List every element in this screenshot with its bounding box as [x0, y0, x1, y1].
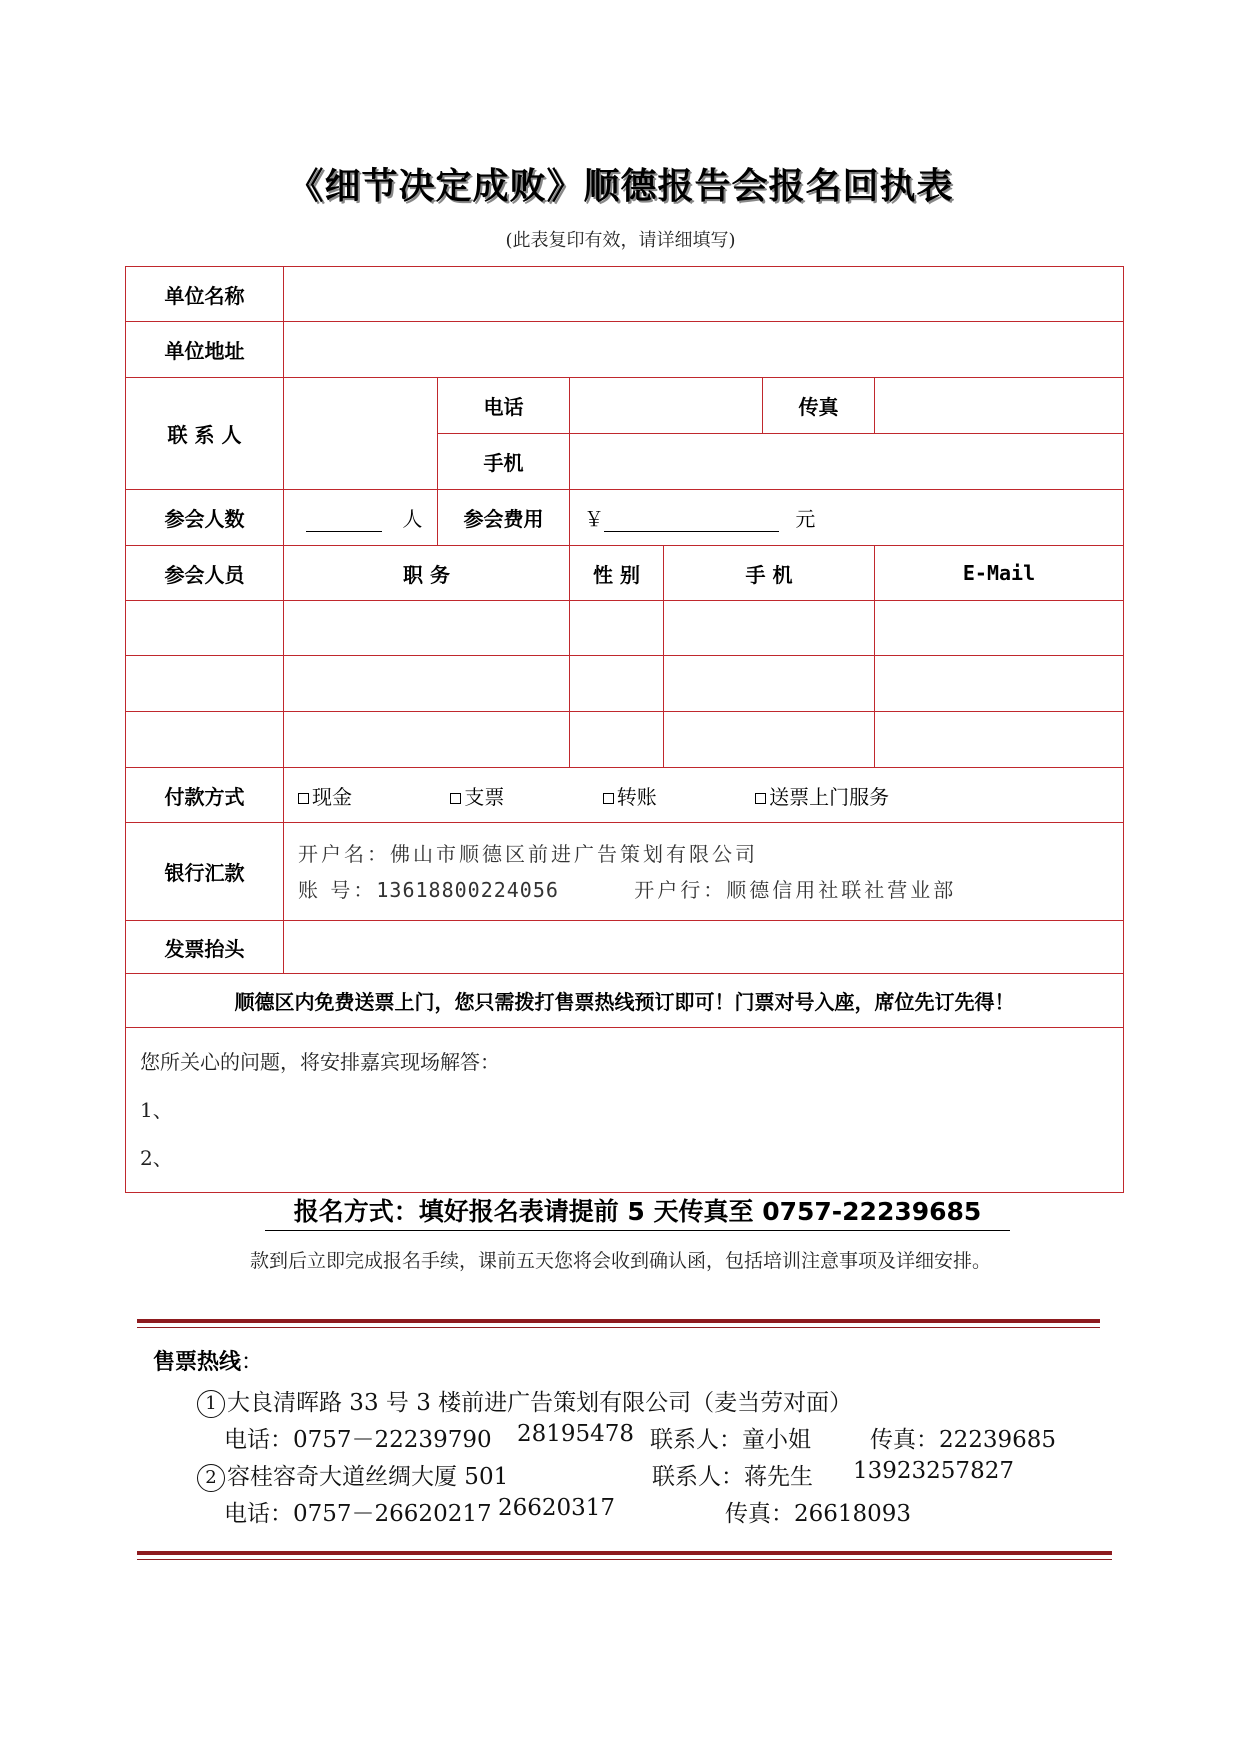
- person-unit: 人: [402, 507, 423, 531]
- location-1-contact: 联系人：童小姐: [650, 1427, 811, 1453]
- pay-option-transfer[interactable]: 转账: [603, 781, 657, 810]
- attendee-mobile-cell[interactable]: [664, 601, 875, 656]
- fax-label: 传真: [763, 378, 875, 434]
- registration-method: 报名方式：填好报名表请提前 5 天传真至 0757-22239685: [265, 1192, 1010, 1231]
- number-1-icon: 1: [197, 1390, 225, 1418]
- checkbox-icon[interactable]: [755, 793, 766, 804]
- attendee-email-cell[interactable]: [875, 712, 1124, 768]
- registration-note: 款到后立即完成报名手续，课前五天您将会收到确认函，包括培训注意事项及详细安排。: [249, 1250, 991, 1272]
- divider-top: [137, 1319, 1100, 1323]
- mobile-field[interactable]: [570, 434, 1124, 490]
- location-2-phone2: 26620317: [498, 1495, 616, 1521]
- fee-blank[interactable]: [604, 531, 779, 532]
- number-2-icon: 2: [197, 1464, 225, 1492]
- location-1-phone: 电话：0757－22239790: [224, 1427, 492, 1453]
- location-2-phone: 电话：0757－26620217: [224, 1501, 492, 1527]
- phone-label: 电话: [438, 378, 570, 434]
- location-2-contact: 联系人：蒋先生: [652, 1464, 813, 1490]
- col-mobile-header: 手 机: [664, 546, 875, 601]
- attendee-position-cell[interactable]: [284, 601, 570, 656]
- contact-field[interactable]: [284, 378, 438, 490]
- question-2: 2、: [140, 1146, 173, 1170]
- yuan-unit: 元: [795, 507, 816, 531]
- attendee-email-cell[interactable]: [875, 656, 1124, 712]
- location-1-fax: 传真：22239685: [870, 1427, 1057, 1453]
- attendee-mobile-cell[interactable]: [664, 712, 875, 768]
- divider-bottom-thin: [137, 1559, 1112, 1560]
- location-2-mobile: 13923257827: [853, 1458, 1014, 1484]
- bank-branch: 开户行：顺德信用社联社营业部: [634, 877, 957, 902]
- contact-label: 联 系 人: [126, 378, 284, 490]
- pay-option-delivery[interactable]: 送票上门服务: [755, 781, 889, 810]
- page-subtitle: (此表复印有效，请详细填写): [505, 230, 736, 251]
- registration-form: [125, 266, 1124, 1193]
- fee-label: 参会费用: [438, 490, 570, 546]
- mobile-label: 手机: [438, 434, 570, 490]
- location-1-phone2: 28195478: [517, 1421, 635, 1447]
- attendee-name-cell[interactable]: [126, 601, 284, 656]
- col-gender-header: 性 别: [570, 546, 664, 601]
- attendee-row: [126, 712, 1124, 768]
- attendee-row: [126, 601, 1124, 656]
- question-1: 1、: [140, 1098, 173, 1122]
- page-title: 《细节决定成败》顺德报告会报名回执表: [287, 166, 954, 207]
- attendee-name-cell[interactable]: [126, 712, 284, 768]
- divider-bottom: [137, 1551, 1112, 1555]
- questions-cell[interactable]: [126, 1028, 1124, 1193]
- phone-field[interactable]: [570, 378, 763, 434]
- questions-intro: 您所关心的问题，将安排嘉宾现场解答：: [140, 1050, 500, 1074]
- attendee-position-cell[interactable]: [284, 656, 570, 712]
- hotline-title: 售票热线：: [153, 1350, 264, 1375]
- attendee-name-cell[interactable]: [126, 656, 284, 712]
- attendees-label: 参会人员: [126, 546, 284, 601]
- location-2-address: 2 容桂容奇大道丝绸大厦 501: [197, 1458, 508, 1492]
- bank-account-no-label: 账 号：: [298, 877, 377, 902]
- location-1-address: 1 大良清晖路 33 号 3 楼前进广告策划有限公司（麦当劳对面）: [197, 1384, 852, 1418]
- attendee-count-label: 参会人数: [126, 490, 284, 546]
- attendee-position-cell[interactable]: [284, 712, 570, 768]
- bank-account-no: 13618800224056: [376, 877, 559, 902]
- payment-options: [284, 768, 1124, 823]
- fax-field[interactable]: [875, 378, 1124, 434]
- attendee-count-blank[interactable]: [306, 531, 382, 532]
- col-email-header: E-Mail: [875, 546, 1124, 601]
- payment-label: 付款方式: [126, 768, 284, 823]
- attendee-gender-cell[interactable]: [570, 712, 664, 768]
- unit-address-field[interactable]: [284, 322, 1124, 378]
- invoice-field[interactable]: [284, 921, 1124, 974]
- unit-name-field[interactable]: [284, 267, 1124, 322]
- unit-address-label: 单位地址: [126, 322, 284, 378]
- bank-label: 银行汇款: [126, 823, 284, 921]
- fee-field[interactable]: [570, 490, 1124, 546]
- invoice-label: 发票抬头: [126, 921, 284, 974]
- unit-name-label: 单位名称: [126, 267, 284, 322]
- attendee-email-cell[interactable]: [875, 601, 1124, 656]
- attendee-gender-cell[interactable]: [570, 601, 664, 656]
- attendee-gender-cell[interactable]: [570, 656, 664, 712]
- checkbox-icon[interactable]: [298, 793, 309, 804]
- location-2-fax: 传真：26618093: [725, 1501, 912, 1527]
- attendee-count-field[interactable]: [284, 490, 438, 546]
- yen-sign: ￥: [584, 507, 604, 531]
- delivery-notice: 顺德区内免费送票上门，您只需拨打售票热线预订即可！门票对号入座，席位先订先得！: [126, 974, 1124, 1028]
- attendee-row: [126, 656, 1124, 712]
- pay-option-cheque[interactable]: 支票: [450, 781, 504, 810]
- bank-info: [284, 823, 1124, 921]
- checkbox-icon[interactable]: [603, 793, 614, 804]
- col-position-header: 职 务: [284, 546, 570, 601]
- checkbox-icon[interactable]: [450, 793, 461, 804]
- pay-option-cash[interactable]: 现金: [298, 781, 352, 810]
- bank-account-name: 开户名：佛山市顺德区前进广告策划有限公司: [298, 841, 758, 866]
- bank-account-line: [298, 872, 1109, 908]
- attendee-mobile-cell[interactable]: [664, 656, 875, 712]
- divider-top-thin: [137, 1327, 1100, 1328]
